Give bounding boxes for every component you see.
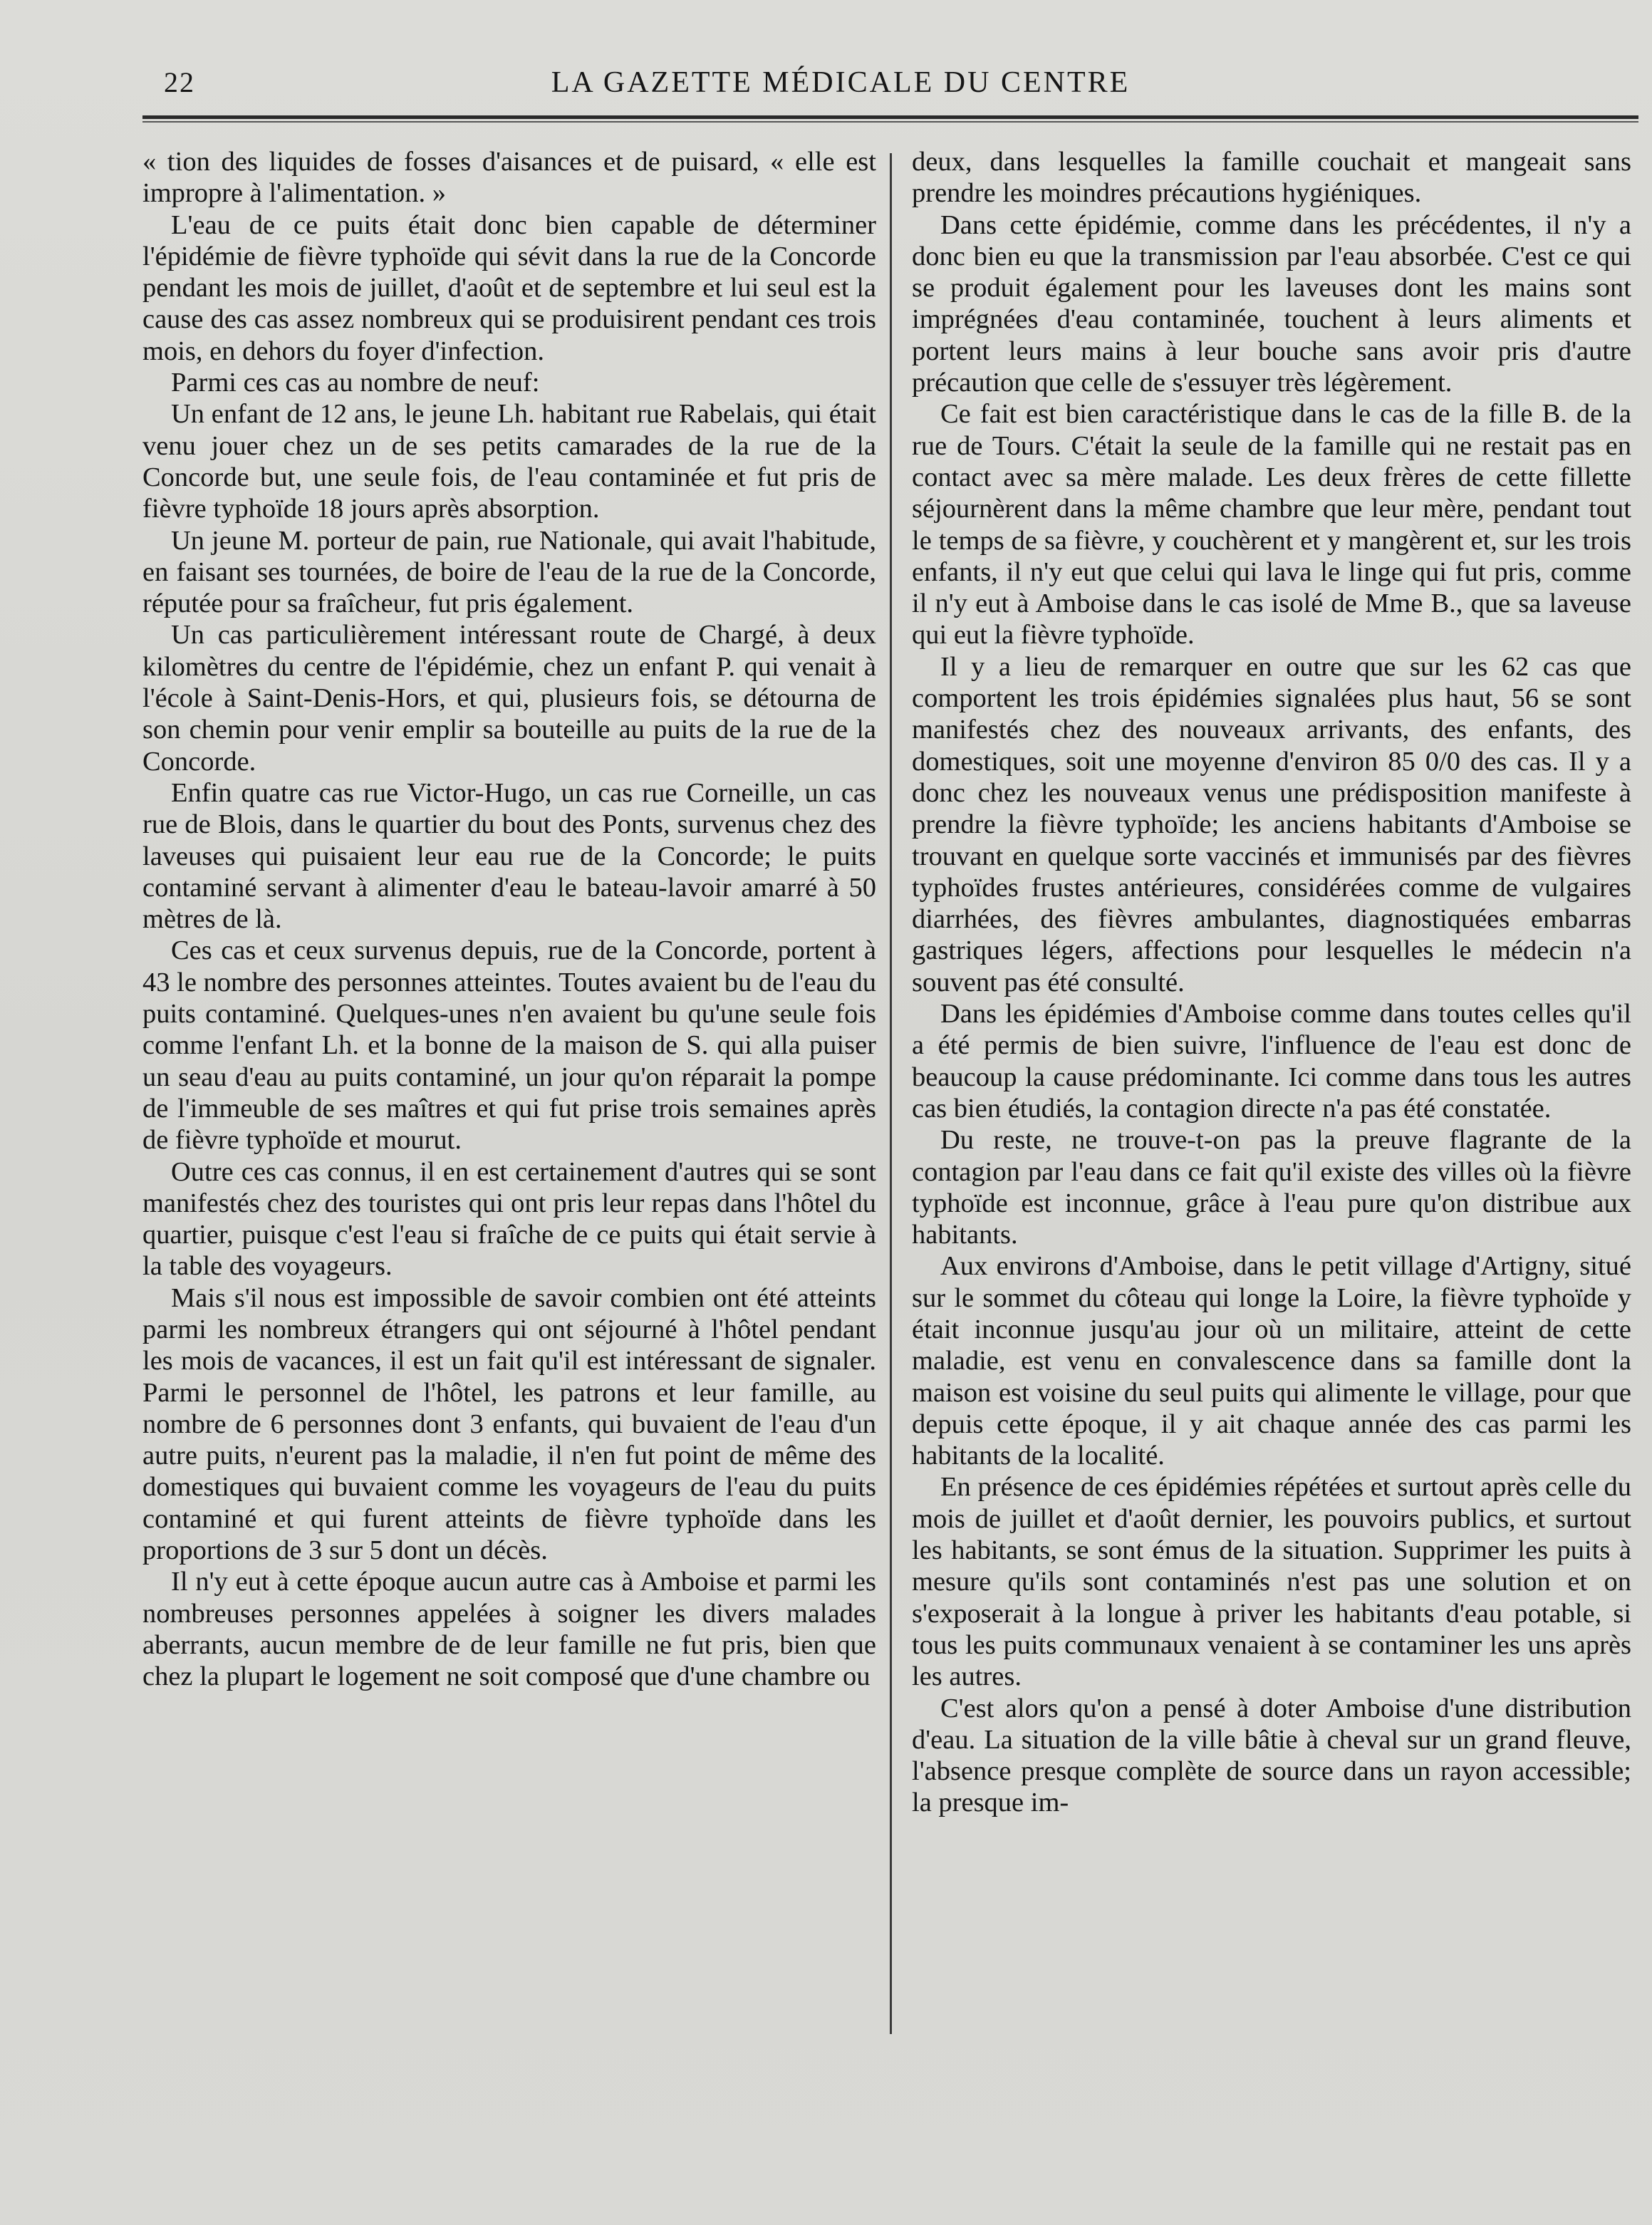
paragraph: deux, dans lesquelles la famille couchait et mangeait sans prendre les moindres précautions hygiéniques.	[912, 147, 1631, 209]
page-number: 22	[164, 66, 195, 98]
paragraph: Du reste, ne trouve-t-on pas la preuve flagrante de la contagion par l'eau dans ce fait qu'il existe des villes où la fièvre typhoïde est inconnue, grâce à l'eau pure qu'on distribue aux habitants.	[912, 1125, 1631, 1250]
paragraph: Outre ces cas connus, il en est certainement d'autres qui se sont manifestés chez des touristes qui ont pris leur repas dans l'hôtel du quartier, puisque c'est l'eau si fraîche de ce puits qui était servie à la table des voyageurs.	[142, 1156, 876, 1282]
paragraph: En présence de ces épidémies répétées et surtout après celle du mois de juillet et d'août dernier, les pouvoirs publics, et surtout les habitants, se sont émus de la situation. Supprimer les puits à mesure qu'ils sont contaminés n'est pas une solution et on s'exposerait à la longue à priver les habitants d'eau potable, si tous les puits communaux venaient à se contaminer les uns après les autres.	[912, 1472, 1631, 1692]
right-column	[912, 146, 1631, 2063]
paragraph: Un jeune M. porteur de pain, rue Nationale, qui avait l'habitude, en faisant ses tournées, de boire de l'eau de la rue de la Concorde, réputée pour sa fraîcheur, fut pris également.	[142, 525, 876, 619]
paragraph: Il y a lieu de remarquer en outre que sur les 62 cas que comportent les trois épidémies signalées plus haut, 56 se sont manifestés chez des nouveaux arrivants, des enfants, des domestiques, soit une moyenne d'environ 85 0/0 des cas. Il y a donc chez les nouveaux venus une prédisposition manifeste à prendre la fièvre typhoïde; les anciens habitants d'Amboise se trouvant en quelque sorte vaccinés et immunisés par des fièvres typhoïdes frustes antérieures, considérées comme de vulgaires diarrhées, des fièvres ambulantes, diagnostiquées embarras gastriques légers, affections pour lesquelles le médecin n'a souvent pas été consulté.	[912, 651, 1631, 997]
paragraph: Ces cas et ceux survenus depuis, rue de la Concorde, portent à 43 le nombre des personnes atteintes. Toutes avaient bu de l'eau du puits contaminé. Quelques-unes n'en avaient bu qu'une seule fois comme l'enfant Lh. et la bonne de la maison de S. qui alla puiser un seau d'eau au puits contaminé, un jour qu'on réparait la pompe de l'immeuble de ses maîtres et qui fut prise trois semaines après de fièvre typhoïde et mourut.	[142, 935, 876, 1156]
header-rule-thin	[142, 121, 1638, 123]
paragraph: Dans les épidémies d'Amboise comme dans toutes celles qu'il a été permis de bien suivre, l'influence de l'eau est donc de beaucoup la cause prédominante. Ici comme dans tous les autres cas bien étudiés, la contagion directe n'a pas été constatée.	[912, 999, 1631, 1124]
paragraph: Parmi ces cas au nombre de neuf:	[171, 368, 540, 398]
column-rule	[890, 153, 892, 2034]
journal-title: LA GAZETTE MÉDICALE DU CENTRE	[551, 66, 1131, 99]
paragraph: L'eau de ce puits était donc bien capable de déterminer l'épidémie de fièvre typhoïde qui sévit dans la rue de la Concorde pendant les mois de juillet, d'août et de septembre et lui seul est la cause des cas assez nombreux qui se produisirent pendant ces trois mois, en dehors du foyer d'infection.	[142, 209, 876, 366]
left-column	[142, 146, 876, 2063]
header-rule	[142, 115, 1638, 119]
paragraph: Mais s'il nous est impossible de savoir combien ont été atteints parmi les nombreux étrangers qui ont séjourné à l'hôtel pendant les mois de vacances, il est un fait qu'il est intéressant de signaler. Parmi le personnel de l'hôtel, les patrons et leur famille, au nombre de 6 personnes dont 3 enfants, qui buvaient de l'eau d'un autre puits, n'eurent pas la maladie, il n'en fut point de même des domestiques qui buvaient comme les voyageurs de l'eau du puits contaminé et qui furent atteints de fièvre typhoïde dans les proportions de 3 sur 5 dont un décès.	[142, 1282, 876, 1566]
paragraph: Ce fait est bien caractéristique dans le cas de la fille B. de la rue de Tours. C'était la seule de la famille qui ne restait pas en contact avec sa mère malade. Les deux frères de cette fillette séjournèrent dans la même chambre que leur mère, pendant tout le temps de sa fièvre, y couchèrent et y mangèrent et, sur les trois enfants, il n'y eut que celui qui lava le linge qui fut pris, comme il n'y eut à Amboise dans le cas isolé de Mme B., que sa laveuse qui eut la fièvre typhoïde.	[912, 399, 1631, 650]
paragraph: Un enfant de 12 ans, le jeune Lh. habitant rue Rabelais, qui était venu jouer chez un de ses petits camarades de la rue de la Concorde but, une seule fois, de l'eau contaminée et fut pris de fièvre typhoïde 18 jours après absorption.	[142, 399, 876, 524]
paragraph: « tion des liquides de fosses d'aisances et de puisard, « elle est impropre à l'alimentation. »	[142, 147, 876, 209]
paragraph: Enfin quatre cas rue Victor-Hugo, un cas rue Corneille, un cas rue de Blois, dans le quartier du bout des Ponts, survenus chez des laveuses qui puisaient leur eau rue de la Concorde; le puits contaminé servant à alimenter d'eau le bateau-lavoir amarré à 50 mètres de là.	[142, 777, 876, 935]
paragraph: Il n'y eut à cette époque aucun autre cas à Amboise et parmi les nombreuses personnes appelées à soigner les divers malades aberrants, aucun membre de de leur famille ne fut pris, bien que chez la plupart le logement ne soit composé que d'une chambre ou	[142, 1567, 876, 1692]
paragraph: Aux environs d'Amboise, dans le petit village d'Artigny, situé sur le sommet du côteau qui longe la Loire, la fièvre typhoïde y était inconnue jusqu'au jour où un militaire, atteint de cette maladie, est venu en convalescence dans sa famille dont la maison est voisine du seul puits qui alimente le village, pour que depuis cette époque, il y ait chaque année des cas parmi les habitants de la localité.	[912, 1251, 1631, 1471]
paragraph: Dans cette épidémie, comme dans les précédentes, il n'y a donc bien eu que la transmission par l'eau absorbée. C'est ce qui se produit également pour les laveuses dont les mains sont imprégnées d'eau contaminée, touchent à leurs aliments et portent leurs mains à leur bouche sans avoir pris d'autre précaution que celle de s'essuyer très légèrement.	[912, 209, 1631, 398]
paragraph: C'est alors qu'on a pensé à doter Amboise d'une distribution d'eau. La situation de la ville bâtie à cheval sur un grand fleuve, l'absence presque complète de source dans un rayon accessible; la presque im-	[912, 1693, 1631, 1818]
running-header	[142, 66, 1539, 108]
paragraph: Un cas particulièrement intéressant route de Chargé, à deux kilomètres du centre de l'épidémie, chez un enfant P. qui venait à l'école à Saint-Denis-Hors, et qui, plusieurs fois, se détourna de son chemin pour venir emplir sa bouteille au puits de la rue de la Concorde.	[142, 620, 876, 777]
